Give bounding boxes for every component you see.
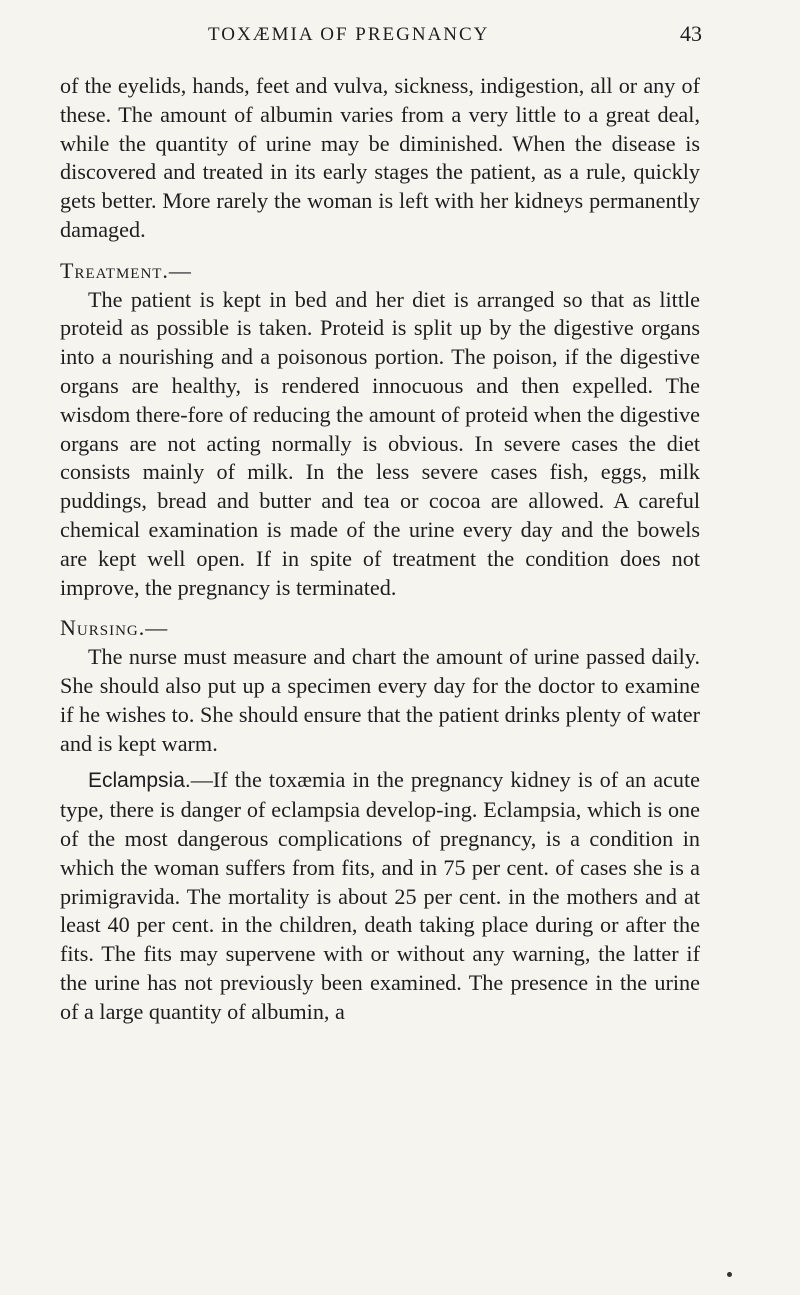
section-gap	[60, 602, 700, 610]
eclampsia-run-in-heading: Eclampsia.	[88, 769, 191, 793]
page-number: 43	[680, 21, 702, 46]
body-text	[60, 72, 700, 1027]
treatment-heading: Treatment.—	[60, 257, 192, 283]
nursing-heading: Nursing.—	[60, 615, 169, 641]
running-head	[60, 18, 700, 54]
eclampsia-paragraph	[60, 766, 700, 1026]
page-mark	[727, 1272, 732, 1277]
running-title: TOXÆMIA OF PREGNANCY	[208, 24, 490, 45]
nursing-paragraph: The nurse must measure and chart the amount of urine passed daily. She should also put up a specimen every day for the doctor to examine if he wishes to. She should ensure that the patient drinks plenty of water and is kept warm.	[60, 644, 700, 756]
intro-paragraph: of the eyelids, hands, feet and vulva, sickness, indigestion, all or any of these. The amount of albumin varies from a very little to a great deal, while the quantity of urine may be diminished. When the disease is discovered and treated in its early stages the patient, as a rule, quickly gets better. More rarely the woman is left with her kidneys permanently damaged.	[60, 73, 700, 242]
book-page	[60, 18, 700, 1278]
section-gap	[60, 245, 700, 253]
eclampsia-text: —If the toxæmia in the pregnancy kidney is of an acute type, there is danger of eclampsia develop-ing. Eclampsia, which is one of the most dangerous complications of pregnancy, is a condition in which the woman suffers from fits, and in 75 per cent. of cases she is a primigravida. The mortality is about 25 per cent. in the mothers and at least 40 per cent. in the children, death taking place during or after the fits. The fits may supervene with or without any warning, the latter if the urine has not previously been examined. The presence in the urine of a large quantity of albumin, a	[60, 767, 700, 1024]
section-gap	[60, 758, 700, 766]
treatment-paragraph: The patient is kept in bed and her diet is arranged so that as little proteid as possible is taken. Proteid is split up by the digestive organs into a nourishing and a poisonous portion. The poison, if the digestive organs are healthy, is rendered innocuous and then expelled. The wisdom there-fore of reducing the amount of proteid when the digestive organs are not acting normally is obvious. In severe cases the diet consists mainly of milk. In the less severe cases fish, eggs, milk puddings, bread and butter and tea or cocoa are allowed. A careful chemical examination is made of the urine every day and the bowels are kept well open. If in spite of treatment the condition does not improve, the pregnancy is terminated.	[60, 286, 700, 600]
